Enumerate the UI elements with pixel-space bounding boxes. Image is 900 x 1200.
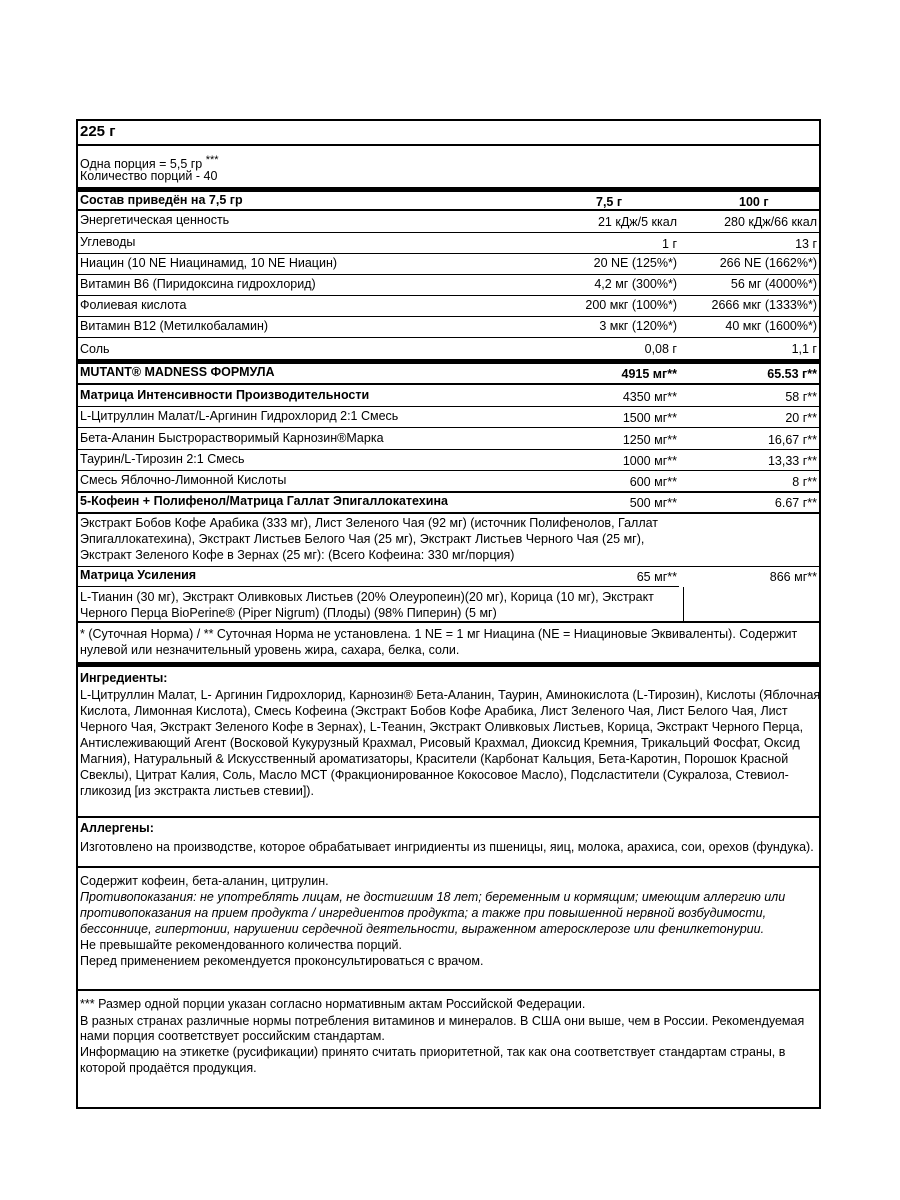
label-text: Бета-Аланин Быстрорастворимый Карнозин®Марка bbox=[80, 431, 384, 445]
label-text: Матрица Усиления bbox=[80, 568, 197, 582]
label-text: 13,33 г** bbox=[767, 454, 817, 468]
label-text: Антислеживающий Агент (Восковой Кукурузный Крахмал, Рисовый Крахмал, Диоксид Кремния, Трикальций Фосфат, Оксид bbox=[80, 736, 800, 750]
label-text: 1500 мг** bbox=[622, 411, 677, 425]
label-text: 1 г bbox=[662, 237, 677, 251]
label-text: гликозид [из экстракта листьев стевии]). bbox=[80, 784, 314, 798]
label-text: 1000 мг** bbox=[622, 454, 677, 468]
label-text: 8 г** bbox=[792, 475, 817, 489]
label-text: L-Цитруллин Малат/L-Аргинин Гидрохлорид 2:1 Смесь bbox=[80, 409, 399, 423]
label-text: 58 г** bbox=[785, 390, 817, 404]
label-text: Витамин B12 (Метилкобаламин) bbox=[80, 319, 269, 333]
label-text: нами порция соответствует российским стандартам. bbox=[80, 1029, 385, 1043]
label-text: 2666 мкг (1333%*) bbox=[711, 298, 817, 312]
label-text: 3 мкг (120%*) bbox=[599, 319, 677, 333]
label-text: противопоказания на прием продукта / ингредиентов продукта; а также при повышенной нервной возбудимости, bbox=[80, 906, 767, 920]
label-text: Ниацин (10 NE Ниацинамид, 10 NE Ниацин) bbox=[80, 256, 338, 270]
label-text: 20 г** bbox=[785, 411, 817, 425]
label-text: 500 мг** bbox=[629, 496, 677, 510]
label-text: Содержит кофеин, бета-аланин, цитрулин. bbox=[80, 874, 329, 888]
nutrition-col1-header: 7,5 г bbox=[596, 195, 623, 209]
label-text: 16,67 г** bbox=[767, 433, 817, 447]
label-text: Не превышайте рекомендованного количества порций. bbox=[80, 938, 402, 952]
label-text: 4915 мг** bbox=[621, 367, 677, 381]
label-text: Матрица Интенсивности Производительности bbox=[80, 388, 370, 402]
label-text: 5-Кофеин + Полифенол/Матрица Галлат Эпигаллокатехина bbox=[80, 494, 448, 508]
label-text: L-Тианин (30 мг), Экстракт Оливковых Листьев (20% Олеуропеин)(20 мг), Корица (10 мг), Экстракт bbox=[80, 590, 654, 604]
nutrition-col2-header: 100 г bbox=[739, 195, 769, 209]
label-text: Кислота, Лимонная Кислота), Смесь Кофеина (Экстракт Бобов Кофе Арабика, Лист Зеленого Чая, Лист Белого Чая, Лист bbox=[80, 704, 788, 718]
formula-title: MUTANT® MADNESS ФОРМУЛА bbox=[80, 365, 275, 379]
allergens-title: Аллергены: bbox=[80, 821, 154, 835]
label-text: *** Размер одной порции указан согласно нормативным актам Российской Федерации. bbox=[80, 997, 586, 1011]
label-text: Информацию на этикетке (русификации) принято считать приоритетной, так как она соответствует стандартам страны, в bbox=[80, 1045, 786, 1059]
label-text: 65.53 г** bbox=[767, 367, 817, 381]
label-text: L-Цитруллин Малат, L- Аргинин Гидрохлорид, Карнозин® Бета-Аланин, Таурин, Аминокислота (L-Тирозин), Кислоты (Яблочная bbox=[80, 688, 821, 702]
package-weight: 225 г bbox=[80, 123, 116, 140]
label-text: 4350 мг** bbox=[622, 390, 677, 404]
label-text: 21 кДж/5 ккал bbox=[597, 215, 677, 229]
supplement-label bbox=[76, 119, 821, 1109]
label-text: 0,08 г bbox=[644, 342, 677, 356]
label-text: Магния), Натуральный & Искусственный ароматизаторы, Красители (Карбонат Кальция, Бета-Каротин, Порошок Красной bbox=[80, 752, 789, 766]
label-text: Таурин/L-Тирозин 2:1 Смесь bbox=[80, 452, 245, 466]
allergens-text: Изготовлено на производстве, которое обрабатывает ингридиенты из пшеницы, яиц, молока, арахиса, сои, орехов (фундука). bbox=[80, 840, 814, 854]
servings-count: Количество порций - 40 bbox=[80, 169, 218, 183]
label-text: * (Суточная Норма) / ** Суточная Норма не установлена. 1 NE = 1 мг Ниацина (NE = Ниациновые Эквиваленты). Содержит bbox=[80, 627, 798, 641]
label-text: Смесь Яблочно-Лимонной Кислоты bbox=[80, 473, 287, 487]
label-text: Свеклы), Цитрат Калия, Соль, Масло МСТ (Фракционированное Кокосовое Масло), Подсластители (Сукралоза, Стевиол- bbox=[80, 768, 789, 782]
label-text: 56 мг (4000%*) bbox=[730, 277, 817, 291]
label-text: Экстракт Бобов Кофе Арабика (333 мг), Лист Зеленого Чая (92 мг) (источник Полифенолов, Галлат bbox=[80, 516, 659, 530]
label-text: Эпигаллокатехина), Экстракт Листьев Белого Чая (25 мг), Экстракт Листьев Черного Чая (25 мг), bbox=[80, 532, 645, 546]
label-text: Черного Чая, Экстракт Зеленого Кофе в Зернах), L-Теанин, Экстракт Оливковых Листьев, Корица, Экстракт Черного Перца, bbox=[80, 720, 804, 734]
label-text: 866 мг** bbox=[769, 570, 817, 584]
label-text: В разных странах различные нормы потребления витаминов и минералов. В США они выше, чем в России. Рекомендуемая bbox=[80, 1014, 805, 1028]
label-text: 6.67 г** bbox=[774, 496, 817, 510]
label-text: 266 NE (1662%*) bbox=[719, 256, 817, 270]
label-text: 600 мг** bbox=[629, 475, 677, 489]
label-text: Перед применением рекомендуется проконсультироваться с врачом. bbox=[80, 954, 484, 968]
label-text: которой продаётся продукция. bbox=[80, 1061, 257, 1075]
label-text: Углеводы bbox=[80, 235, 136, 249]
label-text: 4,2 мг (300%*) bbox=[594, 277, 677, 291]
label-text: 200 мкг (100%*) bbox=[585, 298, 677, 312]
label-text: Противопоказания: не употреблять лицам, не достигшим 18 лет; беременным и кормящим; имеющим аллергию или bbox=[80, 890, 786, 904]
label-text: бессоннице, гипертонии, нарушении сердечной деятельности, выраженном атеросклерозе или фенилкетонурии. bbox=[80, 922, 765, 936]
label-text: Соль bbox=[80, 342, 110, 356]
label-text: Черного Перца BioPerine® (Piper Nigrum) (Плоды) (98% Пиперин) (5 мг) bbox=[80, 606, 497, 620]
label-text: 1250 мг** bbox=[622, 433, 677, 447]
nutrition-title: Состав приведён на 7,5 гр bbox=[80, 193, 243, 207]
label-text: 280 кДж/66 ккал bbox=[724, 215, 817, 229]
label-text: 40 мкг (1600%*) bbox=[725, 319, 817, 333]
label-text: Фолиевая кислота bbox=[80, 298, 187, 312]
serving-size: Одна порция = 5,5 гр *** bbox=[80, 154, 219, 172]
label-text: 13 г bbox=[795, 237, 817, 251]
label-text: 1,1 г bbox=[791, 342, 817, 356]
label-text: Витамин B6 (Пиридоксина гидрохлорид) bbox=[80, 277, 316, 291]
label-text: Экстракт Зеленого Кофе в Зернах (25 мг): (Всего Кофеина: 330 мг/порция) bbox=[80, 548, 515, 562]
label-text: 65 мг** bbox=[636, 570, 677, 584]
label-text: 20 NE (125%*) bbox=[593, 256, 677, 270]
ingredients-title: Ингредиенты: bbox=[80, 671, 168, 685]
label-text: Энергетическая ценность bbox=[80, 213, 230, 227]
label-text: нулевой или незначительный уровень жира, сахара, белка, соли. bbox=[80, 643, 460, 657]
